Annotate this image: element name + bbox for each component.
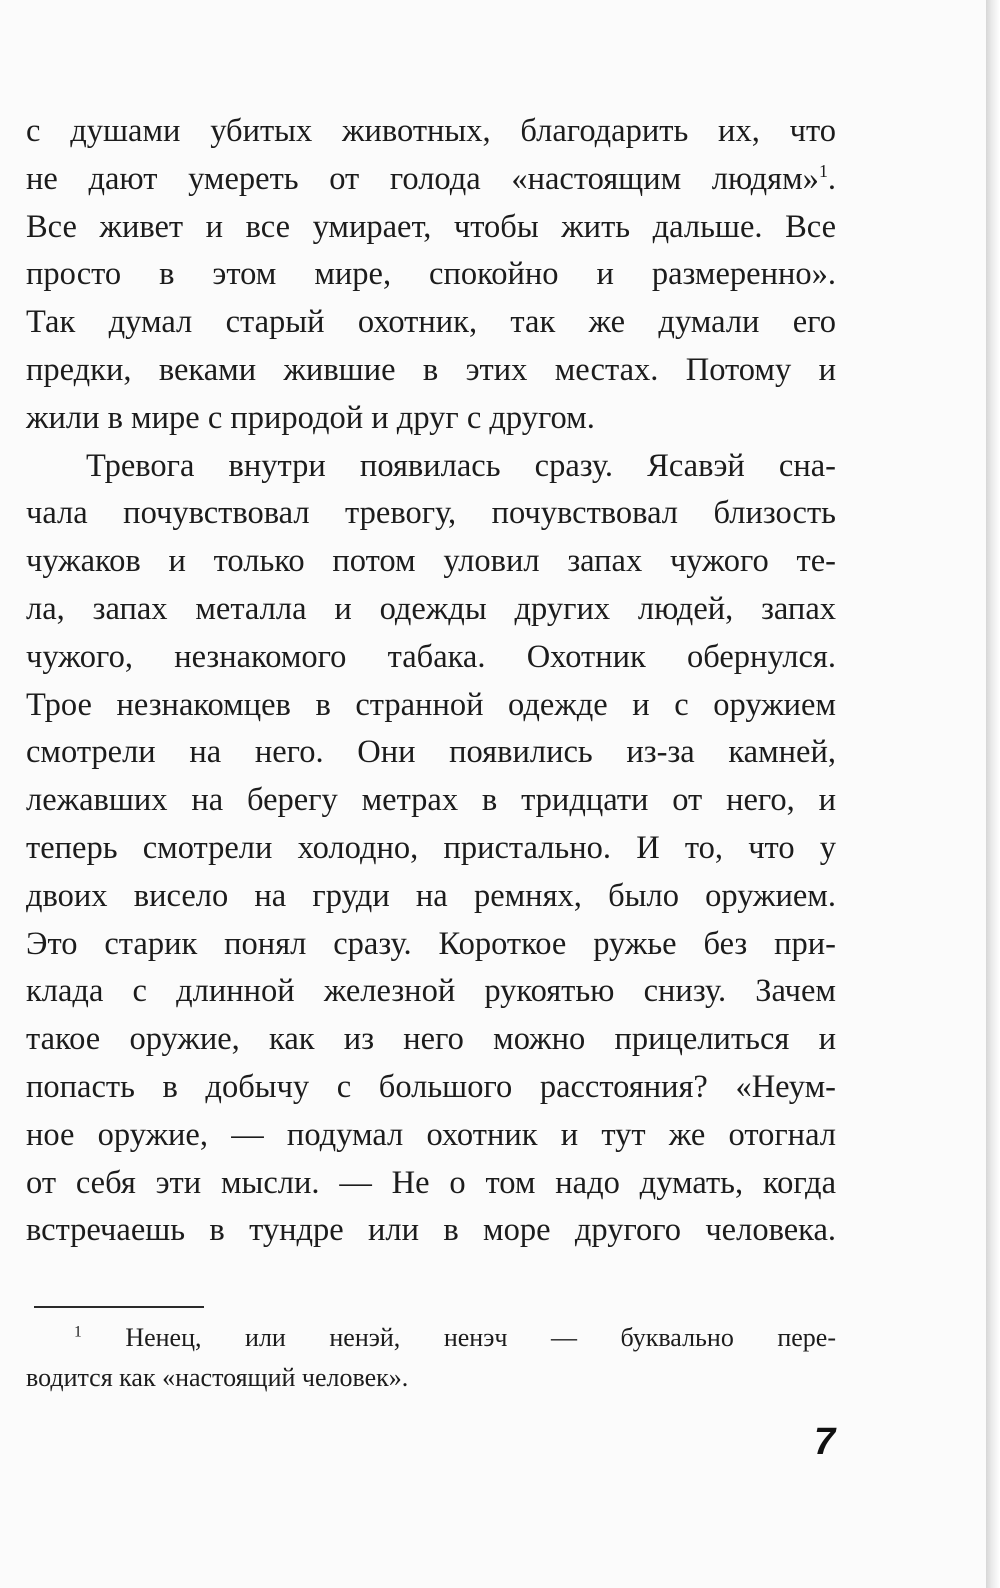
footnote-reference: 1 <box>818 160 828 181</box>
footnote <box>26 1318 836 1398</box>
text-line: попасть в добычу с большого расстояния? «Неум- <box>26 1068 836 1105</box>
text-line: Это старик понял сразу. Короткое ружье без при- <box>26 925 836 962</box>
text-line: чужого, незнакомого табака. Охотник обернулся. <box>26 638 836 675</box>
text-line: ное оружие, — подумал охотник и тут же отогнал <box>26 1116 836 1153</box>
text-line: двоих висело на груди на ремнях, было оружием. <box>26 877 836 914</box>
text-line: не дают умереть от голода «настоящим людям»$^1$. <box>26 160 836 197</box>
text-line: ла, запах металла и одежды других людей, запах <box>26 590 836 627</box>
text-line: встречаешь в тундре или в море другого человека. <box>26 1212 836 1249</box>
text-line: Все живет и все умирает, чтобы жить дальше. Все <box>26 208 836 245</box>
text-line: чужаков и только потом уловил запах чужого те- <box>26 543 836 580</box>
text-line: чала почувствовал тревогу, почувствовал близость <box>26 495 836 532</box>
page-number: 7 <box>814 1421 836 1463</box>
text-line: предки, веками жившие в этих местах. Потому и <box>26 351 836 388</box>
footnote-marker: 1 <box>74 1323 82 1341</box>
text-line: лежавших на берегу метрах в тридцати от него, и <box>26 782 836 819</box>
text-line: клада с длинной железной рукоятью снизу. Зачем <box>26 973 836 1010</box>
text-line: жили в мире с природой и друг с другом. <box>26 399 595 436</box>
footnote-line: $^1$ Ненец, или ненэй, ненэч — буквально пере- <box>74 1323 836 1352</box>
page-spine-shadow <box>986 0 1000 1588</box>
text-line: такое оружие, как из него можно прицелиться и <box>26 1021 836 1058</box>
body-text <box>26 108 836 1255</box>
text-line: Так думал старый охотник, так же думали его <box>26 304 836 341</box>
text-line: теперь смотрели холодно, пристально. И то, что у <box>26 829 836 866</box>
text-line: Тревога внутри появилась сразу. Ясавэй сна- <box>86 447 836 484</box>
footnote-divider <box>34 1306 204 1308</box>
text-line: смотрели на него. Они появились из-за камней, <box>26 734 836 771</box>
text-line: Трое незнакомцев в странной одежде и с оружием <box>26 686 836 723</box>
footnote-line: водится как «настоящий человек». <box>26 1363 409 1392</box>
text-line: просто в этом мире, спокойно и размеренно». <box>26 256 836 293</box>
text-line: с душами убитых животных, благодарить их, что <box>26 113 836 149</box>
text-line: от себя эти мысли. — Не о том надо думать, когда <box>26 1164 836 1201</box>
